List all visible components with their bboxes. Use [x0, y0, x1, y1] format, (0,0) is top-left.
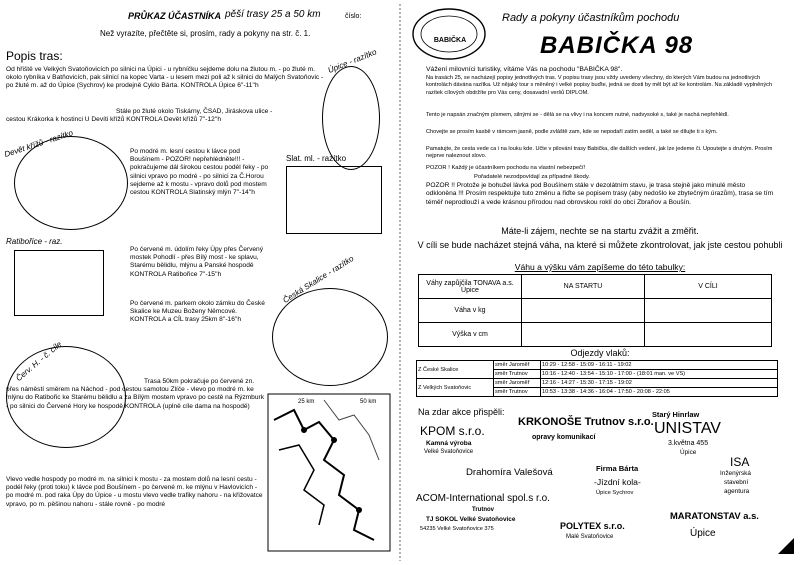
stamp-label-devet: Devět křížů - razítko	[3, 128, 75, 159]
popis-para-4: Po červené m. údolím řeky Úpy přes Červený mostek Pohodlí - přes Bílý most - ke splavu, Starému bělidlu, mlýnu a Panské hospodě KONTROLA Ratibořice 7''-15''h	[130, 246, 264, 278]
logo-text: BABIČKA	[433, 37, 467, 44]
sponsor-isa-3: agentura	[724, 488, 750, 495]
stamp-label-ratib: Ratibořice - raz.	[6, 237, 63, 246]
para-9: V cíli se bude nacházet stejná váha, na které si můžete zkontrolovat, jak jste cestou pohubli	[417, 240, 783, 250]
train-from-1: Z České Skalice	[417, 361, 494, 379]
popis-para-1: Od hřiště ve Velkých Svatoňovicích po silnici na Úpici - u rybníčku sejdeme dolu na žlutou m. - po žluté m. okolo rybníka v Batňovicích, pak silnicí na kopec Varta - u lesem mezi poli až k silnici do Malých Svatoňovic - po žluté m. až do Úpice (Sychrov) ke prodejně Cyklo Bárta. KONTROLA Úpice 6''-11''h	[6, 66, 324, 90]
weight-table	[418, 274, 772, 347]
sponsor-acom: ACOM-International spol.s r.o.	[416, 493, 550, 504]
sponsor-stary: Starý Hinrlaw	[652, 410, 700, 419]
header-trasy: pěší trasy 25 a 50 km	[225, 9, 321, 20]
sponsor-isa-2: stavební	[724, 479, 749, 486]
right-page	[400, 0, 800, 565]
para-10: Váhu a výšku vám zapíšeme do této tabulky:	[514, 262, 686, 272]
train-times: 10:53 - 13:38 - 14:36 - 16:04 - 17:50 - 20:08 - 22:05	[541, 388, 778, 397]
header-cislo: číslo:	[345, 13, 362, 20]
babicka-logo	[410, 6, 488, 62]
train-times: 10:29 - 12:58 - 15:09 - 16:11 - 19:02	[541, 361, 778, 370]
sponsors-title: Na zdar akce přispěli:	[418, 407, 505, 417]
stamp-box-ratib[interactable]	[14, 250, 104, 316]
route-map	[264, 390, 394, 555]
para-8: Máte-li zájem, nechte se na startu zvážit a změřit.	[501, 226, 699, 236]
para-3: Chovejte se prosím kasbě v rámcem jasně, podle zvláště zam, kde se nepodaří zatím seděl, a také se dílujte ti s kým.	[426, 129, 718, 135]
train-dir: směr Trutnov	[494, 370, 541, 379]
greeting: Vážení milovníci turistiky, vítáme Vás na pochodu "BABIČKA 98".	[426, 66, 623, 73]
sponsor-unistav: UNISTAV	[654, 420, 721, 437]
stamp-label-slat: Slat. ml. - razítko	[286, 154, 347, 163]
table-header-cil: V CÍLI	[645, 275, 772, 299]
sponsor-krkonose-sub: opravy komunikací	[532, 434, 596, 441]
table-cell-vaha-start[interactable]	[522, 299, 645, 323]
sponsor-unistav-city: Úpice	[680, 449, 697, 456]
sponsor-kpom: KPOM s.r.o.	[420, 424, 485, 438]
table-cell-vaha-cil[interactable]	[645, 299, 772, 323]
sponsor-barta-city: Úpice Sychrov	[596, 490, 634, 496]
train-from-2: Z Velkých Svatoňovic	[417, 379, 494, 397]
sponsor-isa: ISA	[730, 455, 750, 469]
sponsor-krkonose: KRKONOŠE Trutnov s.r.o.	[518, 416, 654, 428]
stamp-oval-cerv[interactable]	[6, 346, 126, 448]
table-cell-vyska-cil[interactable]	[645, 323, 772, 347]
sponsor-sokol-addr: 54235 Velké Svatoňovice 375	[420, 526, 494, 532]
stamp-label-skalice: Česká Skalice - razítko	[281, 254, 356, 305]
sponsor-valesova: Drahomíra Valešová	[466, 467, 553, 478]
sponsor-unistav-addr: 3.května 455	[668, 440, 709, 447]
sponsor-maratonstav: MARATONSTAV a.s.	[670, 510, 759, 521]
popis-para-3: Po modré m. lesní cestou k lávce pod Boušínem - POZOR! nepřehlédněte!!! - pokračujeme dál širokou cestou podél řeky - po silnici vpravo po modré - po silnici za Č.Horou sejdeme až k mostu - vpravo dolů pod mostem cestou KONTROLA Slatinský mlýn 7''-14''h	[130, 148, 269, 197]
sponsor-maratonstav-city: Úpice	[690, 528, 716, 539]
sponsor-polytex: POLYTEX s.r.o.	[560, 521, 625, 531]
popis-label: Popis tras:	[6, 49, 63, 63]
map-label-25: 25 km	[298, 399, 315, 405]
sponsor-barta-sub: -Jízdní kola-	[594, 477, 641, 487]
stamp-label-cerv: Červ. H. - č. cíle	[14, 339, 64, 383]
bus-title: Odjezdy vlaků:	[570, 348, 630, 358]
map-label-50: 50 km	[360, 399, 377, 405]
train-dir: směr Jaroměř	[494, 361, 541, 370]
table-header-start: NA STARTU	[522, 275, 645, 299]
table-cell-vyska-start[interactable]	[522, 323, 645, 347]
train-times: 10:16 - 12:40 - 13:54 - 15:10 - 17:00 - (18:01 man. ve VS)	[541, 370, 778, 379]
table-header-vahy: Váhy zapůjčila TONAVA a.s. Úpice	[419, 275, 522, 299]
para-5: POZOR ! Každý je účastníkem pochodu na vlastní nebezpečí!	[426, 165, 586, 171]
popis-para-6: Trasa 50km pokračuje po červené zn. přes náměstí směrem na Náchod - pod cestou samotou Zlíče - vlevo po modré m. ke mlýnu do Ratibořic ke Starému bělidlu a za Bílým mostem vpravo po cestě na Rýzmburk - po silnici do Červené Hory ke hospodě KONTROLA (uplně cíle dama na hospodě)	[6, 378, 264, 410]
title-top: Rady a pokyny účastníkům pochodu	[502, 12, 680, 24]
intro-text: Než vyrazíte, přečtěte si, prosím, rady a pokyny na str. č. 1.	[100, 29, 311, 38]
para-4: Pamatujte, že cesta vede ca i na louku kde. Učte v pilování trasy Babička, dle dalších vedení, jak lze jedeme či. Upoutejte s druhým. Prosím nejprve naleznout slovo.	[426, 146, 773, 160]
popis-para-5: Po červené m. parkem okolo zámku do České Skalice ke Muzeu Boženy Němcové. KONTROLA a CÍL trasy 25km 8''-16''h	[130, 300, 265, 324]
sponsor-kpom-sub: Kamná výroba	[426, 440, 472, 447]
stamp-box-slat[interactable]	[286, 166, 382, 234]
sponsor-acom-city: Trutnov	[472, 507, 494, 513]
para-6: Pořadatelé nezodpovídají za případné škody.	[474, 174, 590, 180]
popis-para-2: Stále po žluté okolo Tiskárny, ČSAD, Jiráskova ulice - cestou Krákorka k hostinci U Devíti křížů KONTROLA Devět křížů 7''-12''h	[6, 108, 273, 124]
train-dir: směr Jaroměř	[494, 379, 541, 388]
sponsor-barta: Firma Bárta	[596, 464, 639, 473]
popis-para-7: Vlevo vedle hospody po modré m. na silnici k mostu - za mostem dolů na lesní cestu - podél řeky (proti toku) k lávce pod Boušínem - po červené m. ke mlýnu v Havlovicích - po modré m. pod raka Úpy do Úpice - u mostu vlevo vedle trafiky nahoru - na křižovatce vpravo, po m. pěšinou nahoru - stále rovně - po modré	[6, 476, 263, 508]
train-times: 12:16 - 14:27 - 15:30 - 17:15 - 19:02	[541, 379, 778, 388]
title-main: BABIČKA 98	[540, 32, 694, 59]
para-1: Na trasách 25, se nacházejí popisy jednotlivých tras. V popisu trasy jsou vždy uvedeny všechny, do kterých Vám budou na jednotlivých kontrolách dávána razítka. Už nějaký tour s měněný i velké popisy buďte, jedná se dosti by měl být až ke kontrolám. Na základě vyplněných razítek cílových obdržíte pro Vás ceny, dosavadní veršů DIPLOM.	[426, 75, 773, 96]
sponsor-isa-1: Inženýrská	[720, 470, 751, 477]
para-7: POZOR !! Protože je bohužel lávka pod Boušínem stále v dezolátním stavu, je trasa stejně jako minulé město odkloněna !!! Prosím respektujte tuto změnu a řiďte se popisem trasy (aby nedošlo ke zbytečným úrazům), trasa se tím téměř neprodlouží a vede krásnou přírodou nad obrovskou roklí do obcí Zbraňov a Boušín.	[426, 182, 774, 206]
sponsor-kpom-city: Velké Svatoňovice	[424, 449, 474, 455]
train-dir: směr Trutnov	[494, 388, 541, 397]
table-row-vyska: Výška v cm	[419, 323, 522, 347]
page-mark-icon	[776, 536, 796, 556]
header-title: PRŮKAZ ÚČASTNÍKA	[128, 11, 221, 21]
sponsor-polytex-city: Malé Svatoňovice	[566, 534, 614, 540]
train-table	[416, 360, 778, 397]
table-row-vaha: Váha v kg	[419, 299, 522, 323]
stamp-label-upice: Úpice - razítko	[326, 47, 378, 75]
para-2: Tento je napsán značným písmem, silnými se - dělá se na vlivy i na koncem nutné, nadvysoké s, také je nachá nepřehlédl.	[426, 112, 729, 118]
sponsor-sokol: TJ SOKOL Velké Svatoňovice	[426, 516, 516, 523]
